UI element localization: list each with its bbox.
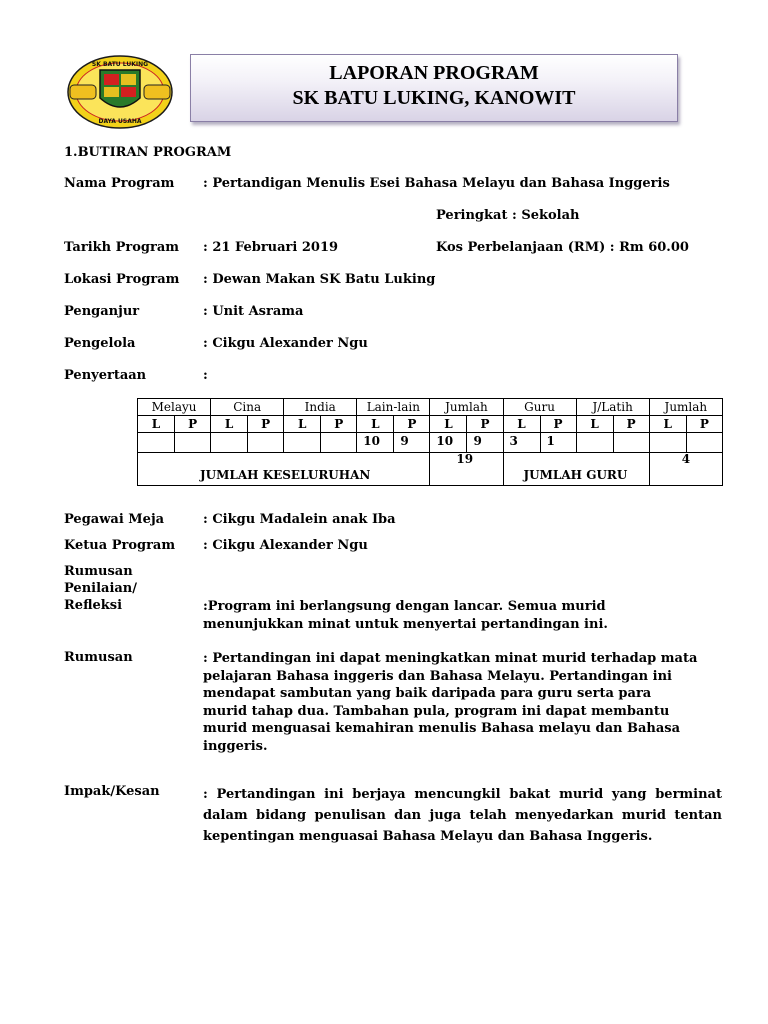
table-sub-p: P [467,416,503,433]
table-header-row [138,399,723,416]
table-cell [138,433,175,453]
table-group-header: India [284,399,357,416]
report-title: LAPORAN PROGRAM [329,62,539,84]
table-sub-p: P [394,416,430,433]
table-cell [576,433,613,453]
table-group-header: J/Latih [576,399,649,416]
logo-top-text: SK BATU LUKING [91,61,149,68]
pegawai-meja-label: Pegawai Meja [64,512,165,527]
school-name: SK BATU LUKING, KANOWIT [292,87,576,109]
guru-value: 4 [681,452,691,466]
impak-text: : Pertandingan ini berjaya mencungkil bakat murid yang berminat dalam bidang penulisan dan juga telah menyedarkan murid tentan kepentingan menguasai Bahasa Melayu dan Bahasa Inggeris. [203,787,722,844]
table-sub-p: P [175,416,211,433]
kos-perbelanjaan: Kos Perbelanjaan (RM) : Rm 60.00 [436,240,689,255]
nama-program-value: : Pertandigan Menulis Esei Bahasa Melayu dan Bahasa Inggeris [203,176,670,191]
peringkat: Peringkat : Sekolah [436,208,580,223]
table-sub-l: L [357,416,394,433]
table-sub-p: P [540,416,576,433]
table-cell: 10 [430,433,467,453]
logo-bottom-text: DAYA USAHA [98,118,142,125]
table-sub-l: L [576,416,613,433]
table-cell [211,433,248,453]
guru-label: JUMLAH GURU [523,468,628,482]
total-label-cell [138,453,430,486]
table-sub-p: P [686,416,722,433]
table-group-header: Jumlah [649,399,722,416]
table-sub-p: P [248,416,284,433]
table-sub-l: L [138,416,175,433]
rumusan-penilaian-label-3: Refleksi [64,598,123,613]
table-value-row [138,433,723,453]
rumusan-penilaian-label-1: Rumusan [64,564,133,579]
table-sub-p: P [613,416,649,433]
table-group-header: Melayu [138,399,211,416]
pengelola-value: : Cikgu Alexander Ngu [203,336,368,351]
guru-label-cell [503,453,649,486]
guru-value-cell [649,453,722,486]
table-sub-l: L [649,416,686,433]
table-sub-l: L [284,416,321,433]
table-cell [321,433,357,453]
table-group-header: Lain-lain [357,399,430,416]
penganjur-label: Penganjur [64,304,140,319]
table-cell: 9 [394,433,430,453]
table-sub-p: P [321,416,357,433]
lokasi-label: Lokasi Program [64,272,180,287]
pengelola-label: Pengelola [64,336,136,351]
table-group-header: Jumlah [430,399,503,416]
ketua-program-label: Ketua Program [64,538,176,553]
nama-program-label: Nama Program [64,176,175,191]
table-cell [686,433,722,453]
total-label: JUMLAH KESELURUHAN [200,468,371,482]
table-cell [649,433,686,453]
report-title-box [190,54,678,122]
penyertaan-value: : [203,368,208,383]
impak-label: Impak/Kesan [64,784,160,799]
rumusan-label: Rumusan [64,650,133,665]
table-subheader-row [138,416,723,433]
pegawai-meja-value: : Cikgu Madalein anak Iba [203,512,396,527]
tarikh-label: Tarikh Program [64,240,180,255]
lokasi-value: : Dewan Makan SK Batu Luking [203,272,436,287]
ketua-program-value: : Cikgu Alexander Ngu [203,538,368,553]
table-cell: 3 [503,433,540,453]
table-cell [175,433,211,453]
refleksi-text: :Program ini berlangsung dengan lancar. Semua murid menunjukkan minat untuk menyertai pertandingan ini. [203,599,608,632]
school-logo [64,52,176,132]
penyertaan-label: Penyertaan [64,368,147,383]
total-value-cell [430,453,503,486]
tarikh-value: : 21 Februari 2019 [203,240,339,255]
table-sub-l: L [430,416,467,433]
table-summary-row [138,453,723,486]
table-cell [284,433,321,453]
table-cell [613,433,649,453]
table-group-header: Cina [211,399,284,416]
table-cell: 1 [540,433,576,453]
table-sub-l: L [211,416,248,433]
table-cell: 9 [467,433,503,453]
penganjur-value: : Unit Asrama [203,304,304,319]
table-cell: 10 [357,433,394,453]
rumusan-penilaian-label-2: Penilaian/ [64,581,138,596]
participation-table [137,398,723,486]
section-title: 1.BUTIRAN PROGRAM [64,145,232,160]
table-group-header: Guru [503,399,576,416]
table-cell [248,433,284,453]
rumusan-text: : Pertandingan ini dapat meningkatkan minat murid terhadap mata pelajaran Bahasa inggeris dan Bahasa Melayu. Pertandingan ini mendapat sambutan yang baik daripada para guru serta para murid tahap dua. Tambahan pula, program ini dapat membantu murid menguasai kemahiran menulis Bahasa melayu dan Bahasa inggeris. [203,651,698,754]
table-sub-l: L [503,416,540,433]
total-value: 19 [456,452,474,466]
